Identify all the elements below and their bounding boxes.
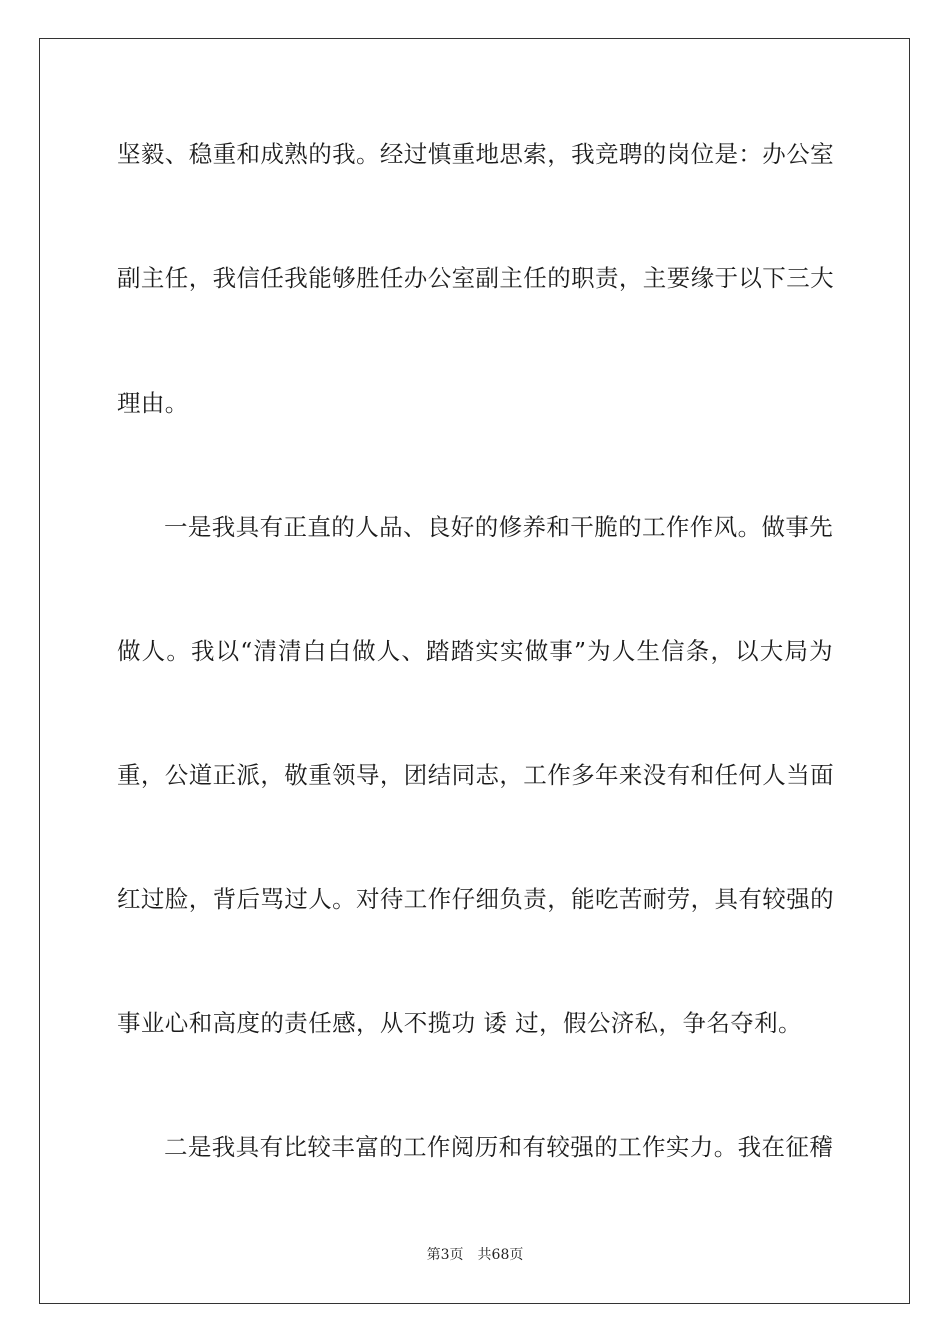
body-line-3: 理由。	[117, 389, 189, 417]
body-line-5: 做人。我以“清清白白做人、踏踏实实做事”为人生信条，以大局为	[117, 637, 833, 665]
body-line-7: 红过脸，背后骂过人。对待工作仔细负责，能吃苦耐劳，具有较强的	[117, 885, 834, 913]
body-line-9: 二是我具有比较丰富的工作阅历和有较强的工作实力。我在征稽	[164, 1133, 834, 1161]
body-line-6: 重，公道正派，敬重领导，团结同志，工作多年来没有和任何人当面	[117, 761, 834, 789]
body-line-1: 坚毅、稳重和成熟的我。经过慎重地思索，我竞聘的岗位是：办公室	[117, 140, 834, 168]
body-line-8: 事业心和高度的责任感，从不揽功 诿 过，假公济私，争名夺利。	[117, 1009, 802, 1037]
page-footer	[0, 1245, 950, 1265]
body-line-4: 一是我具有正直的人品、良好的修养和干脆的工作作风。做事先	[164, 513, 834, 541]
body-line-2: 副主任，我信任我能够胜任办公室副主任的职责，主要缘于以下三大	[117, 264, 834, 292]
page-total: 共68页	[477, 1247, 524, 1263]
page-number: 第3页	[426, 1247, 464, 1263]
page-border	[39, 38, 910, 1304]
